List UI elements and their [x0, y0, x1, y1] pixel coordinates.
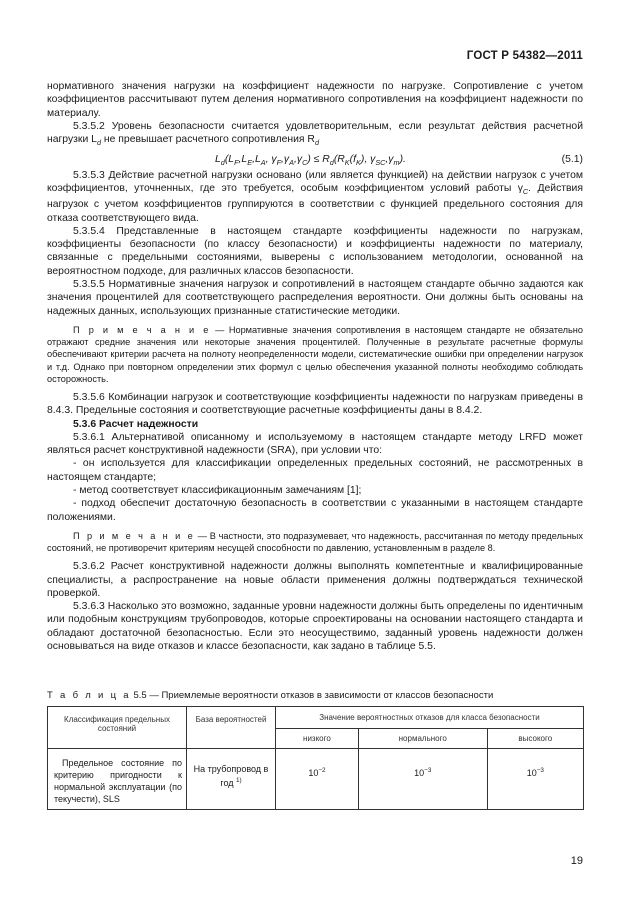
header-cell-class: Классификация предельных состояний	[48, 707, 187, 749]
header-cell-base: База вероятностей	[187, 707, 276, 749]
table-caption: Т а б л и ц а 5.5 — Приемлемые вероятности отказов в зависимости от классов безопасности	[47, 690, 494, 701]
document-body	[47, 80, 583, 653]
note-1: П р и м е ч а н и е — Нормативные значения сопротивления в настоящем стандарте не обязательно отражают средние значения или некоторые значения процентилей. Полученные в результате расчетные формулы обеспечивают критерии расчета на полноту неопределенности модели, систематические ошибки при определении нагрузок и т.д. Однако при повторном определении этих формул с целью обеспечения указанной полноты необходимо соблюдать осторожность.	[47, 324, 583, 384]
paragraph-5-3-5-2: 5.3.5.2 Уровень безопасности считается удовлетворительным, если результат действия расчетной нагрузки $L_d$ не превышает расчетного сопротивления $R_d$	[47, 120, 583, 148]
document-header: ГОСТ Р 54382—2011	[466, 50, 583, 62]
paragraph: нормативного значения нагрузки на коэффициент надежности по нагрузке. Сопротивление с учетом коэффициентов рассчитывают путем деления нормативного сопротивления на коэффициент надежности по материалу.	[47, 81, 583, 119]
table-row	[48, 749, 584, 810]
header-cell-values: Значение вероятностных отказов для класса безопасности	[276, 707, 584, 729]
paragraph-5-3-6-1: 5.3.6.1 Альтернативой описанному и используемому в настоящем стандарте методу LRFD может являться расчет конструктивной надежности (SRA), при условии что:	[47, 431, 583, 457]
header-cell-high: высокого	[487, 729, 583, 749]
section-heading-5-3-6: 5.3.6 Расчет надежности	[73, 418, 199, 430]
bullet-item: - подход обеспечит достаточную безопасность в соответствии с указанными в настоящем стандарте положениями.	[47, 498, 583, 523]
paragraph-5-3-6-3: 5.3.6.3 Насколько это возможно, заданные уровни надежности должны быть определены по идентичным или подобным конструкциям трубопроводов, которые спроектированы на основании настоящего стандарта и обладают достаточной безопасностью. Если это неосуществимо, заданный уровень надежности должен основываться на виде отказов и классе безопасности, как задано в таблице 5.5.	[47, 601, 583, 653]
cell-limit-state: Предельное состояние по критерию пригодности к нормальной эксплуатации (по текучести), SLS	[48, 749, 187, 810]
page-number: 19	[570, 855, 583, 867]
paragraph-5-3-5-6: 5.3.5.6 Комбинации нагрузок и соответствующие коэффициенты надежности по нагрузкам приведены в 8.4.3. Предельные состояния и соответствующие расчетные коэффициенты даны в 8.4.2.	[47, 391, 583, 417]
paragraph-5-3-6-2: 5.3.6.2 Расчет конструктивной надежности должны выполнять компетентные и квалифицированные специалисты, а распространение на новые области применения должны подтверждаться технической проверкой.	[47, 561, 583, 599]
note-label: П р и м е ч а н и е	[73, 324, 211, 335]
cell-value-normal: $10^{-3}$	[358, 749, 487, 810]
note-label: П р и м е ч а н и е	[73, 530, 196, 541]
cell-value-low: $10^{-2}$	[276, 749, 359, 810]
header-cell-normal: нормального	[358, 729, 487, 749]
cell-base: На трубопровод в год $^{1)}$	[187, 749, 276, 810]
paragraph-5-3-5-3: 5.3.5.3 Действие расчетной нагрузки основано (или является функцией) на действии нагрузок с учетом коэффициентов, уточненных, где это требуется, особым коэффициентом условий работы $\gamma_C$. Действия нагрузок с учетом коэффициентов группируются в соответствии с функцией предельного состояния для отказа соответствующего вида.	[47, 169, 583, 224]
paragraph-5-3-5-5: 5.3.5.5 Нормативные значения нагрузок и сопротивлений в настоящем стандарте обычно задаются как значения процентилей для соответствующего распределения вероятности. Они должны быть основаны на надежных данных, использующих признанные статистические методики.	[47, 279, 583, 317]
bullet-item: - метод соответствует классификационным замечаниям [1];	[73, 485, 362, 496]
bullet-item: - он используется для классификации определенных предельных состояний, не рассмотренных в настоящем стандарте;	[47, 458, 583, 483]
note-2: П р и м е ч а н и е — В частности, это подразумевает, что надежность, рассчитанная по методу предельных состояний, не противоречит критериям несущей способности по давлению, установленным в разделе 8.	[47, 530, 584, 554]
cell-value-high: $10^{-3}$	[487, 749, 583, 810]
header-cell-low: низкого	[276, 729, 359, 749]
formula-expression: $L_d(L_F,L_E,L_A$, $\gamma_F,\gamma_A,\gamma_C) \le R_d(R_K(f_K)$, $\gamma_{SC},\gamma_m$).	[215, 153, 406, 167]
table-header-row	[48, 707, 584, 729]
formula-5-1	[47, 152, 583, 168]
paragraph-5-3-5-4: 5.3.5.4 Представленные в настоящем стандарте коэффициенты надежности по нагрузкам, коэффициенты безопасности (по классу безопасности) и коэффициенты надежности по материалу, связанные с предельными состояниями, выверены с использованием методологии, основанной на вероятностном подходе, для различных классов безопасности.	[47, 225, 583, 277]
probability-table	[47, 706, 584, 810]
formula-number: (5.1)	[561, 153, 583, 165]
